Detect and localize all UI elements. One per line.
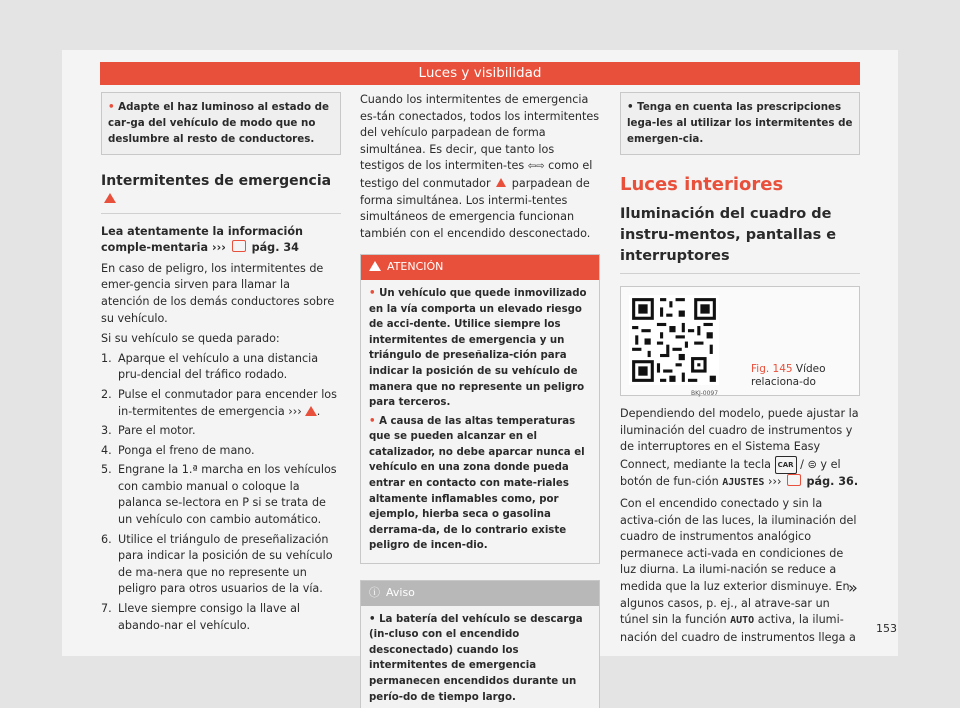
- qr-label: BKJ-0097: [691, 389, 719, 397]
- qr-code-image[interactable]: [629, 295, 719, 397]
- paragraph: Si su vehículo se queda parado:: [101, 332, 280, 346]
- note-text: La batería del vehículo se descarga (in-cluso con el encendido desconectado) cuando los intermitentes de emergencia permanecen encendidos durante un perío-do de tiempo largo.: [369, 613, 583, 703]
- steps-list: [101, 351, 341, 635]
- note-box-header: ⓘ Aviso: [361, 581, 599, 606]
- subsection-title: Iluminación del cuadro de instru-mentos, pantallas e interruptores: [620, 204, 860, 274]
- book-reference-icon: [232, 240, 246, 252]
- paragraph: Con el encendido conectado y sin la activa-ción de las luces, la iluminación del cuadro de instrumentos analógico permanece acti-vada en condiciones de luz diurna. La ilumi-nación se reduce a medida que la luz exterior disminuye. En algunos casos, p. ej., al atrave-sar un túnel sin la función AUTO activa, la ilumi-nación del cuadro de instrumentos llega a: [620, 496, 857, 644]
- bullet-icon: •: [627, 101, 638, 113]
- page-reference-link[interactable]: pág. 36.: [806, 475, 859, 489]
- book-reference-icon: [787, 474, 801, 486]
- column-1: [101, 92, 341, 637]
- page-reference-link[interactable]: pág. 34: [251, 241, 299, 255]
- bullet-icon: •: [369, 415, 380, 427]
- paragraph: Cuando los intermitentes de emergencia es-tán conectados, todos los intermitentes del vehículo parpadean de forma simultánea. Es decir, que tanto los testigos de los intermiten-tes ⇦⇨ como el testigo del conmutador parpadean de forma simultánea. Los intermi-tentes simultáneos de emergencia funcionan también con el encendido desconectado.: [360, 93, 600, 240]
- figure-caption: Fig. 145 Vídeo relaciona-do: [751, 362, 826, 388]
- column-3: [620, 92, 860, 646]
- list-item: 7. Lleve siempre consigo la llave al abando-nar el vehículo.: [101, 602, 301, 632]
- menu-icon: ⊜: [807, 457, 817, 471]
- warning-item: • Un vehículo que quede inmovilizado en la vía comporta un elevado riesgo de acci-dente. Utilice siempre los intermitentes de emergencia y un triángulo de preseñaliza-ción para indicar la posición de su vehículo de manera que no represente un peligro para terceros.: [369, 287, 587, 409]
- list-item: 6. Utilice el triángulo de preseñalización para indicar la posición de su vehículo de ma-nera que no represente un peligro para otros usuarios de la vía.: [101, 532, 333, 596]
- info-icon: ⓘ: [369, 586, 380, 600]
- hazard-switch-icon: [496, 178, 506, 187]
- bullet-icon: •: [108, 101, 119, 113]
- section-title: Luces interiores: [620, 174, 784, 196]
- list-item: 1. Aparque el vehículo a una distancia pru-dencial del tráfico rodado.: [101, 351, 319, 382]
- warning-triangle-icon: [104, 193, 116, 203]
- auto-key-icon: AUTO: [730, 615, 755, 627]
- list-item: 3. Pare el motor.: [101, 424, 196, 438]
- paragraph: En caso de peligro, los intermitentes de emer-gencia sirven para llamar la atención de los demás conductores sobre su vehículo.: [101, 261, 335, 325]
- car-key-icon: CAR: [775, 456, 797, 475]
- page-number: 153: [876, 622, 897, 635]
- page-header: Luces y visibilidad: [100, 62, 860, 85]
- intro-bullet-text: Adapte el haz luminoso al estado de car-ga del vehículo de modo que no deslumbre al resto de conductores.: [108, 101, 330, 145]
- warning-triangle-icon: [369, 261, 381, 271]
- turn-signal-arrows-icon: ⇦⇨: [527, 161, 545, 173]
- warning-box-header: ATENCIÓN: [361, 255, 599, 280]
- warning-item: • A causa de las altas temperaturas que se pueden alcanzar en el catalizador, no debe aparcar nunca el vehículo en una zona donde pueda entrar en contacto con mate-riales altamente inflamables como, por ejemplo, hierba seca o gasolina derrama-da, de lo contrario existe peligro de incen-dio.: [369, 415, 585, 552]
- lead-text: Lea atentamente la información comple-mentaria ››› pág. 34: [101, 224, 304, 255]
- intro-note-box: [101, 92, 341, 155]
- legal-note-box: • Tenga en cuenta las prescripciones lega-les al utilizar los intermitentes de emergen-cia.: [620, 92, 860, 155]
- continue-arrow-icon: »: [848, 578, 858, 597]
- list-item: 2. Pulse el conmutador para encender los in-termitentes de emergencia ››› .: [101, 387, 337, 418]
- qr-code-icon: [629, 295, 719, 385]
- column-2: [360, 92, 600, 708]
- ajustes-label: AJUSTES: [722, 477, 765, 489]
- list-item: 4. Ponga el freno de mano.: [101, 443, 255, 457]
- bullet-icon: •: [369, 613, 380, 625]
- list-item: 5. Engrane la 1.ª marcha en los vehículos con cambio manual o coloque la palanca se-lectora en P si se trata de un vehículo con cambio automático.: [101, 463, 337, 527]
- warning-triangle-icon[interactable]: [305, 406, 317, 416]
- figure-box: [620, 286, 860, 396]
- paragraph: Dependiendo del modelo, puede ajustar la iluminación del cuadro de instrumentos y de interruptores en el Sistema Easy Connect, mediante la tecla CAR / ⊜ y el botón de fun-ción AJUSTES ››› pág. 36.: [620, 406, 859, 489]
- section-heading-hazard: Intermitentes de emergencia: [101, 173, 341, 213]
- warning-box: [360, 254, 600, 564]
- note-box: [360, 580, 600, 708]
- bullet-icon: •: [369, 287, 380, 299]
